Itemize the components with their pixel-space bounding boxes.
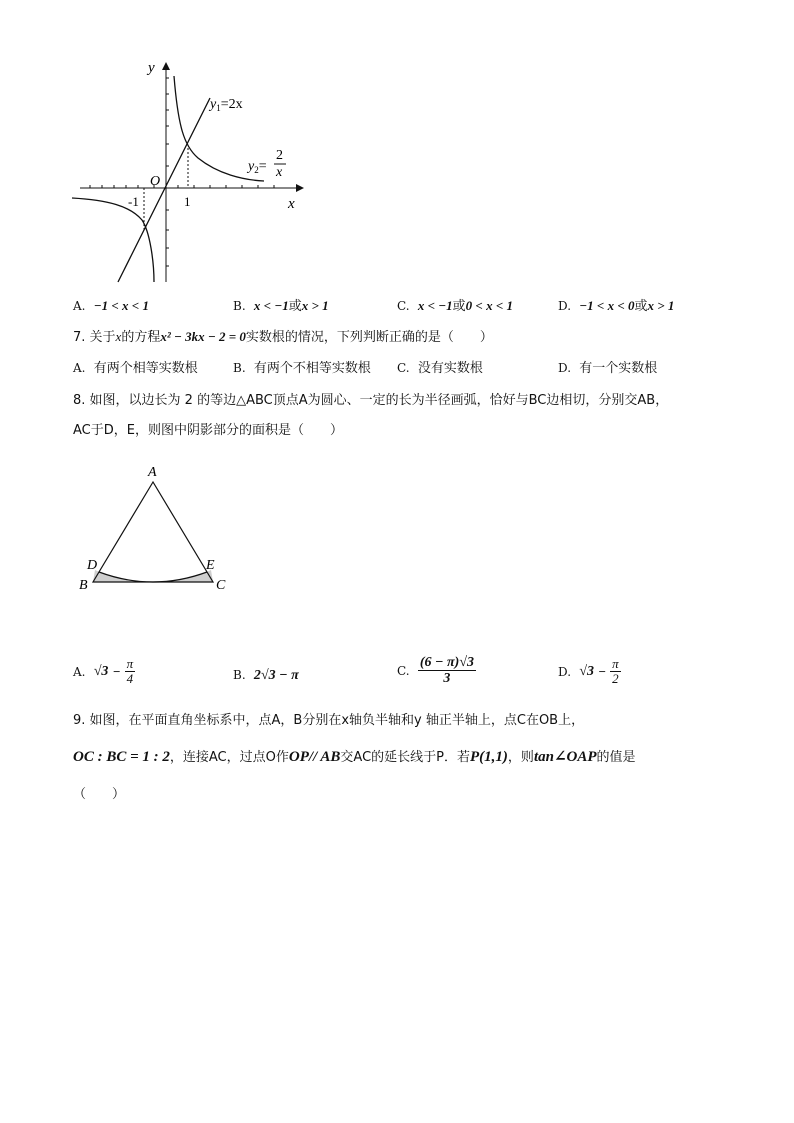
fraction-denominator: 4 bbox=[126, 671, 134, 687]
shaded-region-right-band bbox=[153, 570, 213, 582]
q7-option-d[interactable] bbox=[558, 359, 657, 378]
line-label: $y_1=2x$ bbox=[210, 97, 243, 113]
option-math: x < −1 bbox=[253, 298, 289, 313]
q7-option-b[interactable] bbox=[233, 359, 371, 378]
q7-option-a[interactable] bbox=[73, 359, 198, 378]
option-text: 有两个相等实数根 bbox=[93, 361, 198, 376]
option-letter: D. bbox=[558, 299, 572, 313]
q7-stem bbox=[73, 328, 493, 347]
q9-parallel: OP// AB bbox=[288, 749, 341, 765]
option-math: 0 < x < 1 bbox=[465, 298, 513, 313]
option-math: −1 < x < 0 bbox=[579, 298, 635, 313]
q7-equation: x² − 3kx − 2 = 0 bbox=[160, 329, 246, 344]
q8-option-c[interactable] bbox=[397, 655, 476, 687]
curve-label-denominator: x bbox=[276, 165, 283, 180]
point-label-e: E bbox=[206, 558, 215, 573]
option-letter: B. bbox=[233, 299, 246, 313]
y-axis-label: y bbox=[148, 60, 155, 76]
fraction-numerator: π bbox=[126, 656, 134, 671]
option-letter: A. bbox=[73, 299, 86, 313]
hyperbola-branch-negative bbox=[72, 198, 154, 282]
axis-ticks bbox=[90, 78, 274, 266]
vertex-label-a: A bbox=[148, 465, 157, 480]
option-letter: C. bbox=[397, 663, 410, 678]
option-letter: B. bbox=[233, 361, 246, 375]
option-fraction bbox=[610, 657, 621, 687]
tick-label-neg1: -1 bbox=[128, 194, 139, 209]
triangle-abc bbox=[93, 482, 213, 582]
option-fraction bbox=[418, 655, 476, 687]
q8-option-b[interactable] bbox=[233, 666, 299, 685]
shaded-region-left-band bbox=[93, 570, 153, 582]
q8-stem-line2: AC于D，E，则图中阴影部分的面积是（ ） bbox=[73, 423, 343, 438]
q8-option-a[interactable] bbox=[73, 657, 135, 687]
y-axis-arrow bbox=[162, 62, 170, 70]
option-text: 有两个不相等实数根 bbox=[253, 361, 371, 376]
function-graph-figure bbox=[68, 52, 318, 292]
option-math: √3 bbox=[93, 663, 109, 679]
option-math: − bbox=[598, 663, 606, 679]
q9-point: P(1,1) bbox=[470, 749, 508, 765]
vertex-label-b: B bbox=[79, 578, 88, 593]
q9-text: ，则 bbox=[507, 750, 534, 765]
triangle-figure bbox=[74, 458, 234, 598]
q9-text: 的值是 bbox=[596, 750, 636, 765]
q7-variable: x bbox=[115, 329, 122, 344]
curve-label-numerator: 2 bbox=[276, 148, 283, 163]
q6-option-b[interactable] bbox=[233, 297, 329, 316]
curve-label: $y_2=$ bbox=[248, 159, 267, 175]
option-letter: A. bbox=[73, 664, 86, 679]
line-y1 bbox=[118, 98, 210, 282]
x-axis-label: x bbox=[288, 196, 295, 212]
option-letter: C. bbox=[397, 361, 410, 375]
option-text: 没有实数根 bbox=[417, 361, 483, 376]
q9-text: ，连接AC，过点O作 bbox=[169, 750, 289, 765]
option-letter: B. bbox=[233, 668, 246, 682]
option-math: x > 1 bbox=[301, 298, 329, 313]
option-math: √3 bbox=[579, 663, 594, 679]
x-axis-arrow bbox=[296, 184, 304, 192]
q7-stem-part: 实数根的情况，下列判断正确的是（ ） bbox=[245, 330, 493, 345]
q6-option-c[interactable] bbox=[397, 297, 513, 316]
q9-stem-line1: 9. 如图，在平面直角坐标系中，点A，B分别在x轴负半轴和y 轴正半轴上，点C在OB上， bbox=[73, 713, 585, 728]
q6-option-d[interactable] bbox=[558, 297, 674, 316]
option-letter: D. bbox=[558, 361, 572, 375]
q9-answer-blank: （ ） bbox=[73, 787, 126, 802]
q7-stem-part: 7. 关于 bbox=[73, 330, 116, 345]
q7-stem-part: 的方程 bbox=[121, 330, 161, 345]
point-label-d: D bbox=[87, 558, 98, 573]
option-math: − bbox=[112, 663, 121, 679]
option-letter: C. bbox=[397, 299, 410, 313]
fraction-denominator: 3 bbox=[443, 671, 451, 687]
q9-ratio: OC : BC = 1 : 2 bbox=[73, 749, 170, 765]
q9-tan: tan∠OAP bbox=[533, 749, 597, 765]
option-math: x > 1 bbox=[647, 298, 675, 313]
tick-label-1: 1 bbox=[184, 194, 191, 209]
option-letter: D. bbox=[558, 664, 572, 679]
vertex-label-c: C bbox=[216, 578, 226, 593]
q9-stem-line2 bbox=[73, 748, 636, 767]
q7-option-c[interactable] bbox=[397, 359, 483, 378]
option-or: 或 bbox=[634, 299, 648, 314]
q9-text: 交AC的延长线于P．若 bbox=[340, 750, 471, 765]
q6-option-a[interactable] bbox=[73, 297, 149, 316]
fraction-numerator: (6 − π)√3 bbox=[419, 655, 474, 670]
option-letter: A. bbox=[73, 361, 86, 375]
q8-stem-line1: 8. 如图，以边长为 2 的等边△ABC顶点A为圆心、一定的长为半径画弧，恰好与BC边相切，分别交AB， bbox=[73, 393, 669, 408]
option-or: 或 bbox=[452, 299, 466, 314]
fraction-denominator: 2 bbox=[612, 671, 619, 687]
option-or: 或 bbox=[288, 299, 302, 314]
q8-option-d[interactable] bbox=[558, 657, 621, 687]
fraction-numerator: π bbox=[612, 656, 619, 671]
option-math: −1 < x < 1 bbox=[93, 298, 149, 313]
option-text: 有一个实数根 bbox=[579, 361, 658, 376]
option-math: 2√3 − π bbox=[253, 668, 299, 683]
origin-label: O bbox=[150, 174, 161, 189]
option-math: x < −1 bbox=[417, 298, 453, 313]
option-fraction bbox=[125, 657, 136, 687]
